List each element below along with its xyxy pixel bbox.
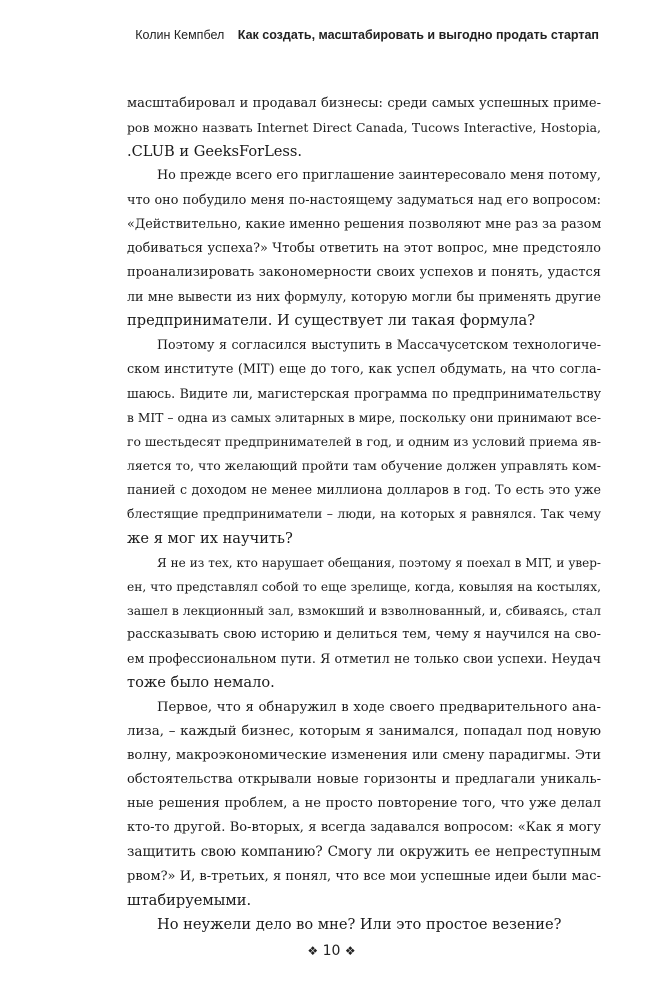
text-line: же я мог их научить? [127,529,293,547]
paragraph [127,696,601,913]
text-line: рвом?» И, в-третьих, я понял, что все мои успешные идеи были мас- [127,868,601,884]
text-line: блестящие предприниматели – люди, на которых я равнялся. Так чему [127,506,601,522]
paragraph [127,551,601,696]
paragraph [127,333,601,550]
text-line: Поэтому я согласился выступить в Массачусетском технологиче- [157,337,601,353]
text-line: Я не из тех, кто нарушает обещания, поэтому я поехал в MIT, и увер- [157,555,601,570]
text-line: в MIT – одна из самых элитарных в мире, поскольку они принимают все- [127,410,601,425]
ornament-right-icon: ❖ [344,944,356,958]
text-line: зашел в лекционный зал, взмокший и взволнованный, и, сбиваясь, стал [127,602,601,618]
text-line: рассказывать свою историю и делиться тем, чему я научился на сво- [127,627,601,643]
text-line: кто-то другой. Во-вторых, я всегда задавался вопросом: «Как я могу [127,820,601,836]
text-line: Но неужели дело во мне? Или это простое везение? [157,915,562,933]
page-footer [0,943,663,959]
text-line: волну, макроэкономические изменения или смену парадигмы. Эти [127,747,601,763]
text-line: защитить свою компанию? Смогу ли окружить ее непреступным [127,844,601,861]
header-book-title: Как создать, масштабировать и выгодно продать стартап [237,28,599,42]
paragraph [127,92,601,164]
ornament-left-icon: ❖ [307,944,319,958]
text-line: «Действительно, какие именно решения позволяют мне раз за разом [127,216,602,232]
text-line: тоже было немало. [127,674,275,692]
running-header [135,28,599,42]
text-line: что оно побудило меня по-настоящему задуматься над его вопросом: [127,192,601,208]
text-line: ляется то, что желающий пройти там обучение должен управлять ком- [127,458,601,474]
text-line: лиза, – каждый бизнес, которым я занимался, попадал под новую [127,723,601,739]
text-line: масштабировал и продавал бизнесы: среди самых успешных приме- [127,96,601,111]
text-line: обстоятельства открывали новые горизонты и предлагали уникаль- [127,771,601,787]
text-line: предприниматели. И существует ли такая формула? [127,312,536,330]
text-line: штабируемыми. [127,891,252,909]
text-line: панией с доходом не менее миллиона долларов в год. То есть это уже [127,482,601,498]
text-line: проанализировать закономерности своих успехов и понять, удастся [127,264,601,280]
page-number: 10 [322,943,341,959]
text-line: Но прежде всего его приглашение заинтересовало меня потому, [157,168,601,184]
paragraph [127,913,601,937]
text-line: шаюсь. Видите ли, магистерская программа по предпринимательству [127,385,601,401]
text-line: .CLUB и GeeksForLess. [127,143,303,161]
paragraph [127,164,601,333]
text-line: ем профессиональном пути. Я отметил не только свои успехи. Неудач [127,651,601,667]
header-author: Колин Кемпбел [135,28,225,42]
text-line: добиваться успеха?» Чтобы ответить на этот вопрос, мне предстояло [127,240,601,256]
text-line: ском институте (MIT) еще до того, как успел обдумать, на что согла- [127,361,601,377]
text-line: го шестьдесят предпринимателей в год, и одним из условий приема яв- [127,433,601,449]
text-line: ен, что представлял собой то еще зрелище, когда, ковыляя на костылях, [127,579,601,594]
text-line: Первое, что я обнаружил в ходе своего предварительного ана- [157,699,601,715]
text-line: ные решения проблем, а не просто повторение того, что уже делал [127,796,601,812]
text-line: ров можно назвать Internet Direct Canada, Tucows Interactive, Hostopia, [127,120,601,136]
body-text [127,92,601,937]
text-line: ли мне вывести из них формулу, которую могли бы применять другие [127,289,601,305]
